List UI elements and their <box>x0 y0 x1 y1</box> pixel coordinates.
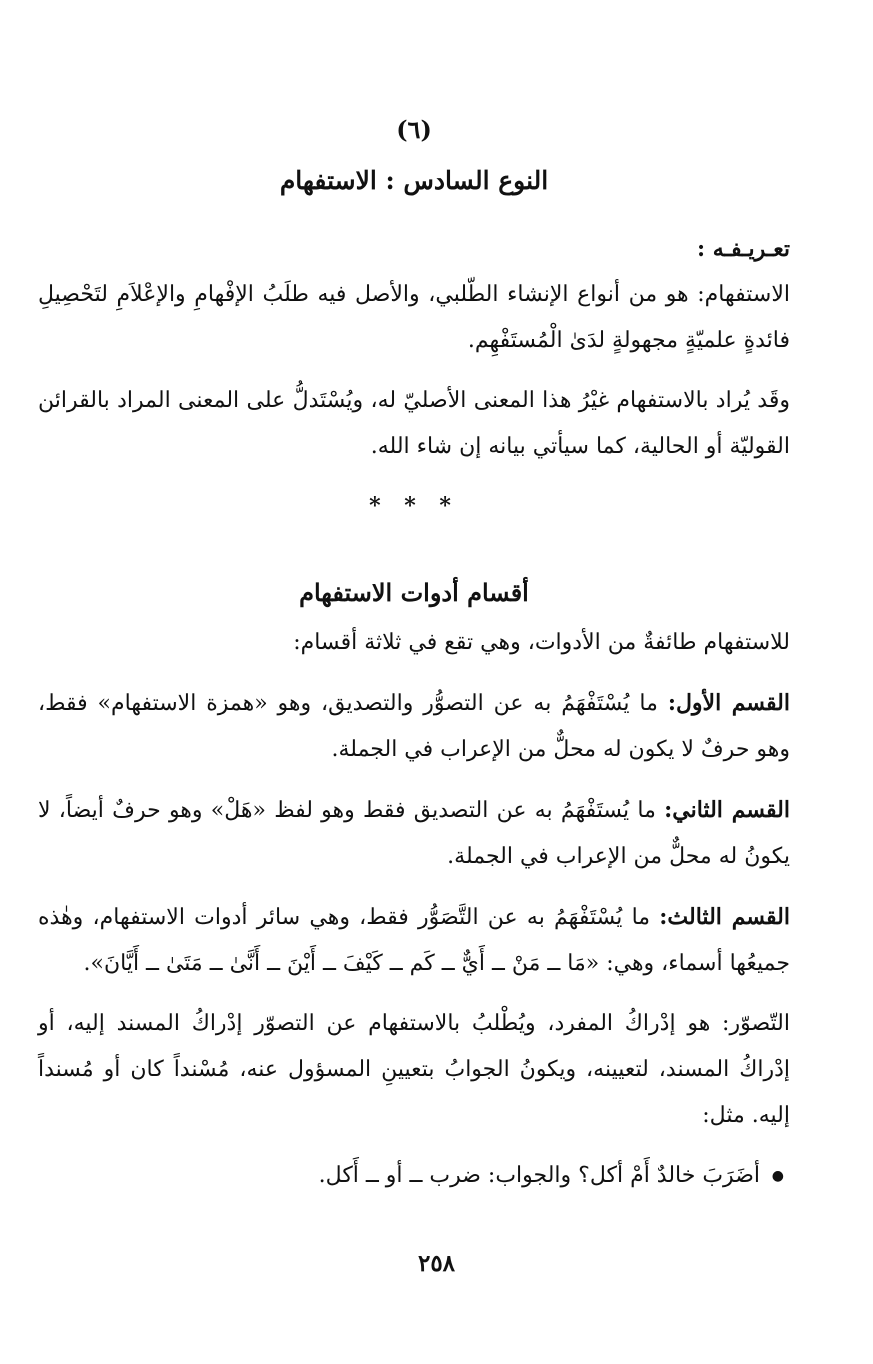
second-section-text: ما يُستَفْهَمُ به عن التصديق فقط وهو لفظ «هَلْ» وهو حرفٌ أيضاً، لا يكونُ له محلٌّ من الإعراب في الجملة. <box>38 798 790 869</box>
example-item <box>38 1153 790 1199</box>
first-section-label: القسم الأول: <box>667 690 790 716</box>
third-section-paragraph <box>38 894 790 987</box>
page-content <box>38 108 790 1199</box>
chapter-title: النوع السادس : الاستفهام <box>279 166 549 195</box>
definition-paragraph: الاستفهام: هو من أنواع الإنشاء الطّلبي، والأصل فيه طلَبُ الإفْهامِ والإعْلاَمِ لتَحْصِيلِ فائدةٍ علميّةٍ مجهولةٍ لدَىٰ الْمُستَفْهِم. <box>38 282 790 353</box>
first-section-text: ما يُسْتَفْهَمُ به عن التصوُّر والتصديق، وهو «همزة الاستفهام» فقط، وهو حرفٌ لا يكون له محلٌّ من الإعراب في الجملة. <box>38 691 790 762</box>
tools-title: أقسام أدوات الاستفهام <box>299 578 529 607</box>
section-separator: * * * <box>369 493 459 519</box>
tools-intro: للاستفهام طائفةٌ من الأدوات، وهي تقع في ثلاثة أقسام: <box>293 630 790 655</box>
secondary-meaning-paragraph: وقَد يُراد بالاستفهام غيْرُ هذا المعنى الأصليّ له، ويُسْتَدلُّ على المعنى المراد بالقرائن القوليّة أو الحالية، كما سيأتي بيانه إن شاء الله. <box>38 388 790 459</box>
example-text: أضَرَبَ خالدٌ أَمْ أكل؟ والجواب: ضرب ــ أو ــ أَكل. <box>318 1163 760 1188</box>
third-section-label: القسم الثالث: <box>659 904 790 930</box>
bullet-dot-icon: ● <box>771 1168 784 1184</box>
tasawwur-paragraph: التّصوّر: هو إدْراكُ المفرد، ويُطْلبُ بالاستفهام عن التصوّر إدْراكُ المسند إليه، أو إدْراكُ المسند، لتعيينه، ويكونُ الجوابُ بتعيينِ المسؤول عنه، مُسْنداً كان أو مُسنداً إليه. مثل: <box>38 1011 790 1128</box>
second-section-label: القسم الثاني: <box>664 797 791 823</box>
second-section-paragraph <box>38 787 790 880</box>
definition-heading: تعـريـفـه : <box>696 236 790 262</box>
first-section-paragraph <box>38 680 790 773</box>
section-number: (٦) <box>396 115 432 144</box>
third-section-text: ما يُسْتَفْهَمُ به عن التَّصَوُّر فقط، وهي سائر أدوات الاستفهام، وهٰذه جميعُها أسماء، وهي: «مَا ــ مَنْ ــ أَيٌّ ــ كَم ــ كَيْفَ ــ أَيْنَ ــ أَنَّىٰ ــ مَتَىٰ ــ أَيَّانَ». <box>38 905 790 976</box>
page-number: ٢٥٨ <box>417 1250 456 1277</box>
